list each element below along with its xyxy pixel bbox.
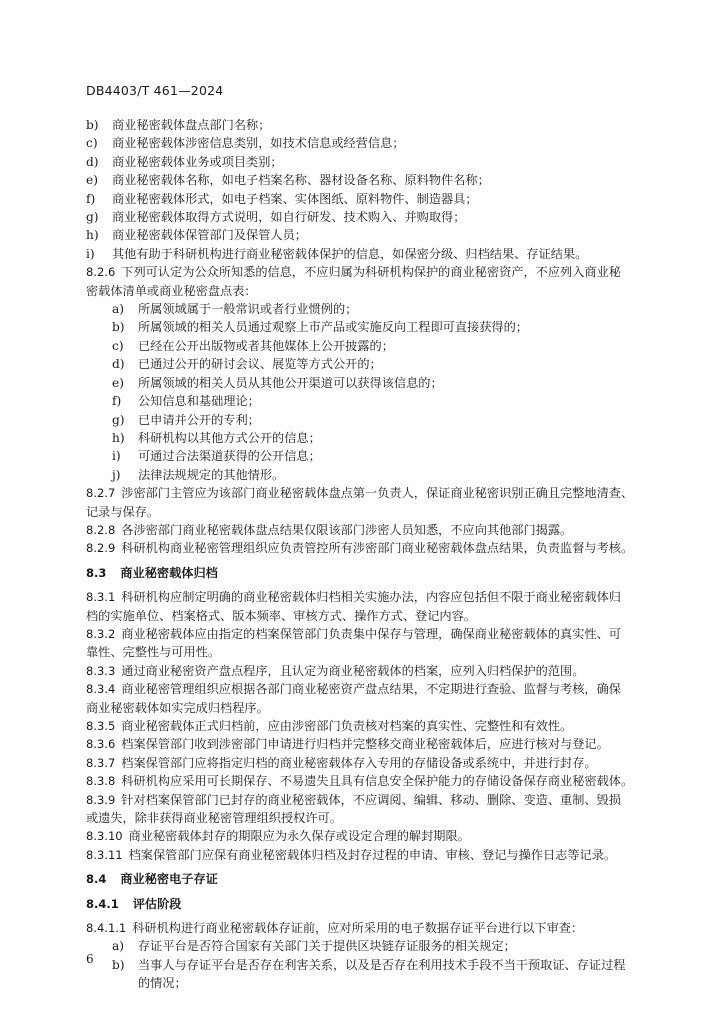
- list-item: [86, 374, 666, 392]
- clause-text: 科研机构应制定明确的商业秘密载体归档相关实施办法，内容应包括但不限于商业秘密载体归: [121, 590, 621, 605]
- list-text: [138, 956, 626, 993]
- clause-text: 商业秘密载体封存的期限应为永久保存或设定合理的解封期限。: [128, 829, 470, 844]
- list-text: 商业秘密载体形式，如电子档案、实体图纸、原料物件、制造器具；: [112, 191, 478, 206]
- section-title: 商业秘密电子存证: [120, 872, 218, 887]
- list-marker: b): [86, 118, 99, 132]
- clause-8-2-6: [86, 263, 666, 281]
- clause-number: 8.3.2: [86, 626, 116, 641]
- clause-text: 针对档案保管部门已封存的商业秘密载体，不应调阅、编辑、移动、删除、变造、重制、毁损: [121, 792, 621, 807]
- clause-text: 通过商业秘密资产盘点程序，且认定为商业秘密载体的档案，应列入归档保护的范围。: [121, 663, 585, 678]
- list-text: 存证平台是否符合国家有关部门关于提供区块链存证服务的相关规定；: [138, 939, 516, 954]
- list-marker: e): [86, 173, 98, 188]
- section-number: 8.4.1: [86, 896, 119, 911]
- section-heading-8-3: [86, 564, 666, 582]
- section-number: 8.4: [86, 872, 107, 887]
- clause-number: 8.3.6: [86, 737, 116, 752]
- list-item: [86, 226, 666, 244]
- list-marker: h): [112, 430, 125, 445]
- list-marker: i): [112, 449, 121, 464]
- list-item: [86, 171, 666, 189]
- list-marker: d): [86, 154, 99, 169]
- list-marker: f): [112, 394, 122, 409]
- clause-number: 8.3.1: [86, 590, 116, 605]
- clause-text: 档案保管部门应将指定归档的商业秘密载体存入专用的存储设备或系统中，并进行封存。: [121, 755, 597, 770]
- list-marker: h): [86, 228, 99, 243]
- clause-text: 各涉密部门商业秘密载体盘点结果仅限该部门涉密人员知悉，不应向其他部门揭露。: [121, 522, 573, 537]
- clause-number: 8.3.10: [86, 829, 123, 844]
- list-text: 所属领域属于一般常识或者行业惯例的；: [138, 302, 358, 317]
- document-code: DB4403/T 461—2024: [86, 83, 224, 98]
- list-text: 商业秘密载体保管部门及保管人员；: [112, 228, 307, 243]
- clause-text: 下列可认定为公众所知悉的信息，不应归属为科研机构保护的商业秘密资产，不应列入商业秘: [121, 265, 621, 280]
- list-marker: e): [112, 375, 124, 390]
- list-item: [86, 208, 666, 226]
- list-marker: j): [112, 467, 121, 482]
- list-item: [86, 429, 666, 447]
- clause-number: 8.2.8: [86, 522, 116, 537]
- section-title: 商业秘密载体归档: [120, 565, 218, 580]
- clause-8-2-7: [86, 484, 666, 502]
- clause-text: 科研机构商业秘密管理组织应负责管控所有涉密部门商业秘密载体盘点结果，负责监督与考核。: [121, 541, 634, 556]
- clause-text: 涉密部门主管应为该部门商业秘密载体盘点第一负责人，保证商业秘密识别正确且完整地清查、: [121, 486, 634, 501]
- list-text: 已经在公开出版物或者其他媒体上公开披露的；: [138, 338, 394, 353]
- list-text: 商业秘密载体名称，如电子档案名称、器材设备名称、原料物件名称；: [112, 173, 490, 188]
- clause-text: 商业秘密载体正式归档前，应由涉密部门负责核对档案的真实性、完整性和有效性。: [121, 719, 573, 733]
- list-marker: a): [112, 939, 125, 954]
- clause-8-3-10: [86, 827, 666, 845]
- list-text: 商业秘密载体业务或项目类别；: [112, 154, 283, 169]
- clause-text: 档案保管部门收到涉密部门申请进行归档并完整移交商业秘密载体后，应进行核对与登记。: [121, 737, 609, 752]
- clause-text: 科研机构进行商业秘密载体存证前，应对所采用的电子数据存证平台进行以下审查：: [132, 921, 584, 936]
- list-item: [86, 937, 666, 955]
- list-text: 已申请并公开的专利；: [138, 412, 260, 427]
- list-item: [86, 392, 666, 410]
- clause-8-4-1-1: [86, 919, 666, 937]
- section-number: 8.3: [86, 565, 107, 580]
- list-marker: b): [112, 320, 125, 335]
- subsection-heading-8-4-1: [86, 895, 666, 913]
- clause-text: 商业秘密管理组织应根据各部门商业秘密资产盘点结果，不定期进行查验、监督与考核，确保: [121, 682, 621, 697]
- clause-text-cont: 或遗失，除非获得商业秘密管理组织授权许可。: [86, 811, 342, 826]
- clause-text: 商业秘密载体应由指定的档案保管部门负责集中保存与管理，确保商业秘密载体的真实性、可: [121, 626, 621, 641]
- clause-number: 8.2.6: [86, 265, 116, 280]
- list-item: [86, 411, 666, 429]
- clause-number: 8.4.1.1: [86, 921, 127, 936]
- clause-text-cont: 商业秘密载体如实完成归档程序。: [86, 700, 269, 715]
- list-b-to-i: [86, 116, 666, 263]
- list-marker: c): [112, 338, 124, 353]
- clause-number: 8.3.3: [86, 663, 116, 678]
- document-body: [86, 116, 666, 993]
- clause-8-3-8: [86, 772, 666, 790]
- list-text: 科研机构以其他方式公开的信息；: [138, 430, 321, 445]
- list-text: 其他有助于科研机构进行商业秘密载体保护的信息，如保密分级、归档结果、存证结果。: [112, 246, 588, 261]
- list-item: [86, 116, 666, 134]
- list-text: 公知信息和基础理论；: [138, 394, 260, 409]
- clause-text: 档案保管部门应保有商业秘密载体归档及封存过程的申请、审核、登记与操作日志等记录。: [128, 847, 617, 862]
- clause-number: 8.3.5: [86, 719, 116, 733]
- clause-8-3-6: [86, 735, 666, 753]
- list-item: [86, 447, 666, 465]
- list-marker: f): [86, 191, 96, 206]
- list-text: 可通过合法渠道获得的公开信息；: [138, 449, 321, 464]
- list-item: [86, 153, 666, 171]
- list-item: [86, 355, 666, 373]
- list-item: [86, 466, 666, 484]
- list-text: 商业秘密载体盘点部门名称；: [112, 118, 271, 132]
- clause-8-3-7: [86, 754, 666, 772]
- page-number: 6: [86, 952, 94, 966]
- list-marker: d): [112, 357, 125, 372]
- list-marker: c): [86, 136, 98, 151]
- list-marker: g): [112, 412, 125, 427]
- list-marker: a): [112, 302, 125, 317]
- list-text: 已通过公开的研讨会议、展览等方式公开的；: [138, 357, 382, 372]
- clause-text-cont: 密载体清单或商业秘密盘点表：: [86, 283, 257, 298]
- clause-text-cont: 靠性、完整性与可用性。: [86, 645, 221, 660]
- list-text: 商业秘密载体取得方式说明，如自行研发、技术购入、并购取得；: [112, 210, 466, 225]
- list-text-line: 的情况；: [138, 976, 187, 991]
- list-text: 所属领域的相关人员从其他公开渠道可以获得该信息的；: [138, 375, 443, 390]
- list-a-to-j: [86, 300, 666, 484]
- clause-text-cont: 档的实施单位、档案格式、版本频率、审核方式、操作方式、登记内容。: [86, 608, 476, 623]
- list-item: [86, 318, 666, 336]
- clause-number: 8.3.7: [86, 755, 116, 770]
- section-heading-8-4: [86, 870, 666, 888]
- list-marker: b): [112, 957, 125, 972]
- clause-8-3-5: [86, 717, 666, 735]
- clause-8-3-9: [86, 791, 666, 809]
- list-text: 法律法规规定的其他情形。: [138, 467, 285, 482]
- clause-8-3-1: [86, 588, 666, 606]
- list-text: 商业秘密载体涉密信息类别，如技术信息或经营信息；: [112, 136, 405, 151]
- list-item: [86, 245, 666, 263]
- clause-8-3-2: [86, 625, 666, 643]
- clause-8-3-11: [86, 846, 666, 864]
- clause-8-2-9: [86, 539, 666, 557]
- clause-8-3-4: [86, 680, 666, 698]
- clause-number: 8.2.7: [86, 486, 116, 501]
- clause-number: 8.3.8: [86, 774, 116, 789]
- list-item: [86, 956, 666, 993]
- clause-number: 8.2.9: [86, 541, 116, 556]
- clause-number: 8.3.4: [86, 682, 116, 697]
- clause-8-2-8: [86, 521, 666, 539]
- list-item: [86, 190, 666, 208]
- section-title: 评估阶段: [132, 896, 182, 911]
- clause-8-3-3: [86, 662, 666, 680]
- list-text-line: 当事人与存证平台是否存在利害关系，以及是否存在利用技术手段不当干预取证、存证过程: [138, 957, 626, 972]
- list-item: [86, 300, 666, 318]
- list-item: [86, 134, 666, 152]
- list-marker: g): [86, 210, 99, 225]
- list-marker: i): [86, 246, 95, 261]
- clause-number: 8.3.11: [86, 847, 123, 862]
- list-text: 所属领域的相关人员通过观察上市产品或实施反向工程即可直接获得的；: [138, 320, 528, 335]
- clause-text: 科研机构应采用可长期保存、不易遗失且具有信息安全保护能力的存储设备保存商业秘密载体。: [121, 774, 634, 789]
- clause-text-cont: 记录与保存。: [86, 504, 160, 519]
- list-item: [86, 337, 666, 355]
- clause-number: 8.3.9: [86, 792, 116, 807]
